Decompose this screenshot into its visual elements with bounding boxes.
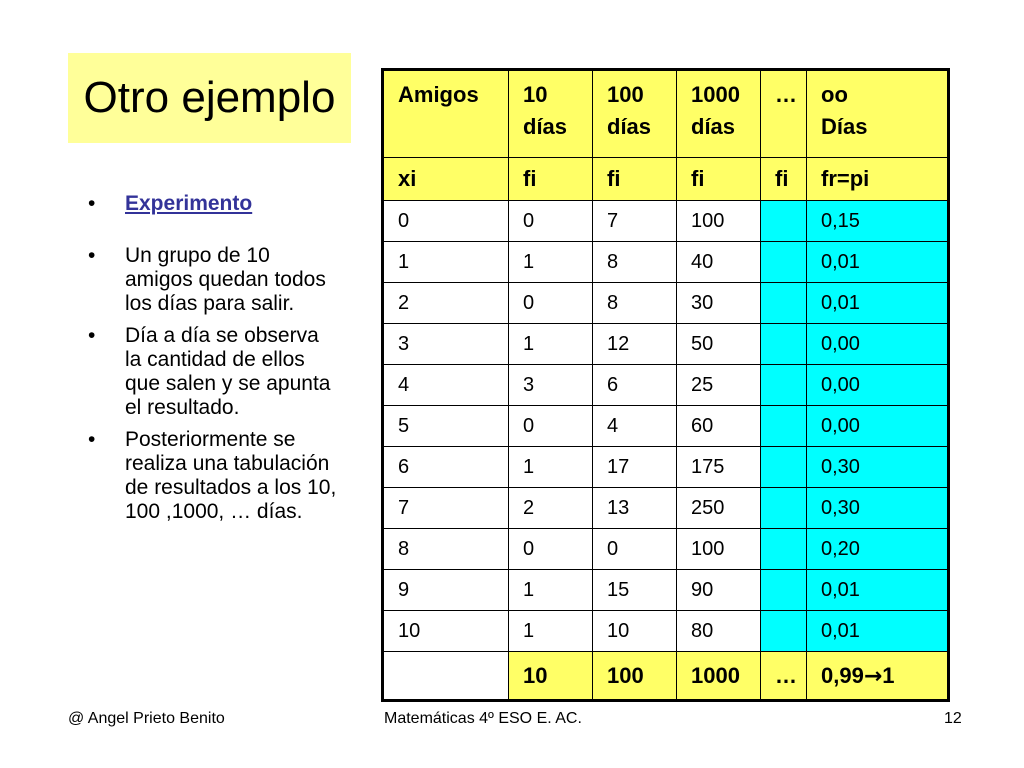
table-cell: 1 <box>509 570 593 611</box>
experimento-link[interactable]: Experimento <box>125 192 253 215</box>
bullet-item <box>88 244 338 316</box>
table-totals-row <box>383 652 949 701</box>
table-cell: 4 <box>383 365 509 406</box>
subheader-cell: fi <box>509 158 593 201</box>
subheader-cell: xi <box>383 158 509 201</box>
slide-title: Otro ejemplo <box>83 73 336 122</box>
footer-course: Matemáticas 4º ESO E. AC. <box>384 710 582 727</box>
bullet-text: Día a día se observa la cantidad de ellos que salen y se apunta el resultado. <box>125 324 331 419</box>
empty-cyan-cell <box>761 447 807 488</box>
table-cell: 3 <box>383 324 509 365</box>
table-cell: 10 <box>593 611 677 652</box>
table-cell: 0,00 <box>807 406 949 447</box>
table-row <box>383 570 949 611</box>
table-cell: 100 <box>677 529 761 570</box>
table-cell: 0,20 <box>807 529 949 570</box>
table-cell: 175 <box>677 447 761 488</box>
table-cell: 0,30 <box>807 447 949 488</box>
table-cell: 0,15 <box>807 201 949 242</box>
table-cell: 1 <box>509 611 593 652</box>
totals-cell: … <box>761 652 807 701</box>
table-cell: 2 <box>383 283 509 324</box>
table-row <box>383 447 949 488</box>
page-number: 12 <box>944 710 962 727</box>
table-cell: 25 <box>677 365 761 406</box>
header-cell: 100 días <box>593 70 677 158</box>
table-row <box>383 406 949 447</box>
subheader-cell: fi <box>761 158 807 201</box>
header-cell: oo Días <box>807 70 949 158</box>
bullet-dot-icon: • <box>88 324 96 347</box>
table-cell: 15 <box>593 570 677 611</box>
table-cell: 1 <box>509 324 593 365</box>
table-cell: 1 <box>383 242 509 283</box>
frequency-table <box>381 68 950 702</box>
table-header-row <box>383 70 949 158</box>
totals-value: 0,99 <box>821 662 864 688</box>
footer-author: @ Angel Prieto Benito <box>68 710 225 727</box>
bullet-dot-icon: • <box>88 244 96 267</box>
empty-cyan-cell <box>761 283 807 324</box>
table-cell: 60 <box>677 406 761 447</box>
totals-cell: 100 <box>593 652 677 701</box>
table-cell: 0 <box>509 201 593 242</box>
table-cell: 0,01 <box>807 283 949 324</box>
table-body <box>383 201 949 652</box>
table-cell: 8 <box>593 242 677 283</box>
empty-cyan-cell <box>761 365 807 406</box>
table-cell: 250 <box>677 488 761 529</box>
header-cell: … <box>761 70 807 158</box>
table-cell: 40 <box>677 242 761 283</box>
table-cell: 1 <box>509 447 593 488</box>
table-row <box>383 283 949 324</box>
totals-cell: 1000 <box>677 652 761 701</box>
table-cell: 1 <box>509 242 593 283</box>
table-row <box>383 529 949 570</box>
table-cell: 13 <box>593 488 677 529</box>
table-cell: 9 <box>383 570 509 611</box>
bullet-text: Posteriormente se realiza una tabulación de resultados a los 10, 100 ,1000, … días. <box>125 428 337 523</box>
bullet-dot-icon: • <box>88 428 96 451</box>
empty-cyan-cell <box>761 570 807 611</box>
table-cell: 3 <box>509 365 593 406</box>
bullet-text: Un grupo de 10 amigos quedan todos los días para salir. <box>125 244 326 315</box>
table-cell: 30 <box>677 283 761 324</box>
table-cell: 8 <box>593 283 677 324</box>
totals-limit: 1 <box>882 662 895 688</box>
table-cell: 0 <box>509 406 593 447</box>
empty-cyan-cell <box>761 406 807 447</box>
title-box <box>68 53 351 143</box>
empty-cyan-cell <box>761 611 807 652</box>
header-cell: 10 días <box>509 70 593 158</box>
totals-cell <box>383 652 509 701</box>
table-cell: 6 <box>383 447 509 488</box>
table-row <box>383 201 949 242</box>
table-cell: 0,01 <box>807 242 949 283</box>
totals-cell: 10 <box>509 652 593 701</box>
empty-cyan-cell <box>761 201 807 242</box>
table-cell: 2 <box>509 488 593 529</box>
table-cell: 80 <box>677 611 761 652</box>
table-cell: 90 <box>677 570 761 611</box>
bullet-dot-icon: • <box>88 192 96 215</box>
table-row <box>383 611 949 652</box>
table-cell: 7 <box>593 201 677 242</box>
table-cell: 0,01 <box>807 611 949 652</box>
table-cell: 5 <box>383 406 509 447</box>
table-cell: 7 <box>383 488 509 529</box>
table-cell: 10 <box>383 611 509 652</box>
table-cell: 0 <box>383 201 509 242</box>
table-cell: 4 <box>593 406 677 447</box>
table-cell: 8 <box>383 529 509 570</box>
table-cell: 100 <box>677 201 761 242</box>
arrow-right-icon: → <box>863 663 883 689</box>
table-cell: 0 <box>509 529 593 570</box>
table-cell: 6 <box>593 365 677 406</box>
subheader-cell: fi <box>593 158 677 201</box>
header-cell: Amigos <box>383 70 509 158</box>
subheader-cell: fr=pi <box>807 158 949 201</box>
table-cell: 0 <box>593 529 677 570</box>
table-subheader-row <box>383 158 949 201</box>
empty-cyan-cell <box>761 324 807 365</box>
bullet-item <box>88 428 338 524</box>
table-cell: 0,00 <box>807 365 949 406</box>
bullet-item <box>88 324 338 420</box>
table-cell: 50 <box>677 324 761 365</box>
empty-cyan-cell <box>761 488 807 529</box>
table-cell: 0,00 <box>807 324 949 365</box>
table-row <box>383 488 949 529</box>
table-row <box>383 242 949 283</box>
table-cell: 0 <box>509 283 593 324</box>
table-cell: 17 <box>593 447 677 488</box>
header-cell: 1000 días <box>677 70 761 158</box>
empty-cyan-cell <box>761 529 807 570</box>
table-cell: 12 <box>593 324 677 365</box>
table-row <box>383 365 949 406</box>
empty-cyan-cell <box>761 242 807 283</box>
table-cell: 0,01 <box>807 570 949 611</box>
table-row <box>383 324 949 365</box>
bullet-list <box>88 192 338 532</box>
table-cell: 0,30 <box>807 488 949 529</box>
totals-cell <box>807 652 949 701</box>
subheader-cell: fi <box>677 158 761 201</box>
bullet-item <box>88 192 338 216</box>
